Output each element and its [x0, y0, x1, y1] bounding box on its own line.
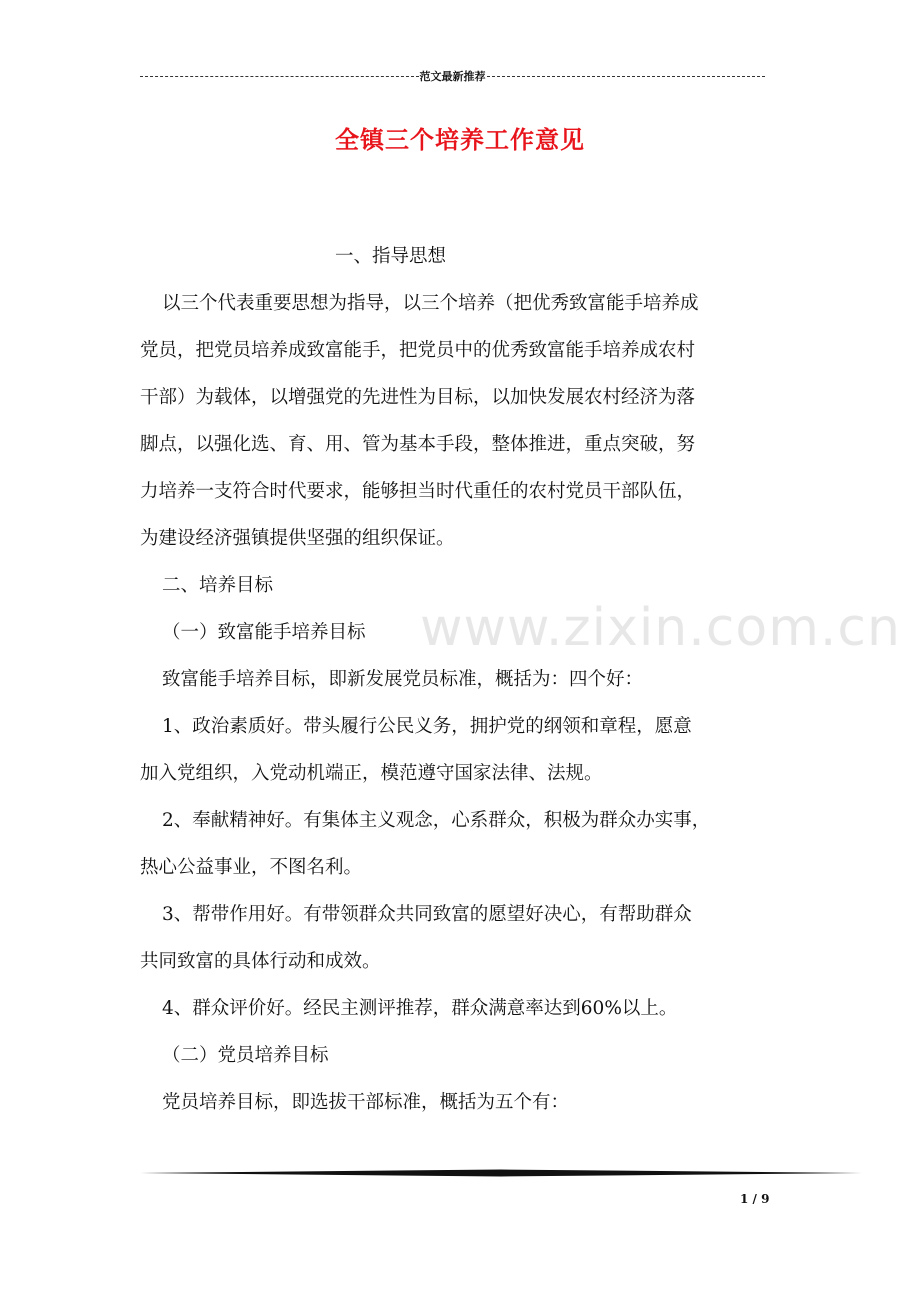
header-dashes-left — [140, 76, 419, 77]
section-heading-training-goals: 二、培养目标 — [162, 575, 274, 596]
paragraph-line: 脚点，以强化选、育、用、管为基本手段，整体推进，重点突破，努 — [140, 434, 696, 455]
page-number: 1 / 9 — [740, 1192, 770, 1206]
list-item-3-cont: 共同致富的具体行动和成效。 — [140, 951, 381, 972]
header-dashes-right — [487, 76, 766, 77]
paragraph-line: 党员培养目标，即选拔干部标准，概括为五个有： — [162, 1092, 570, 1113]
page-header — [140, 66, 765, 86]
document-title: 全镇三个培养工作意见 — [335, 125, 585, 154]
paragraph-line: 为建设经济强镇提供坚强的组织保证。 — [140, 528, 455, 549]
paragraph-line: 力培养一支符合时代要求，能够担当时代重任的农村党员干部队伍， — [140, 481, 696, 502]
list-item-1: 1、政治素质好。带头履行公民义务，拥护党的纲领和章程，愿意 — [162, 716, 692, 737]
list-item-3: 3、帮带作用好。有带领群众共同致富的愿望好决心，有帮助群众 — [162, 904, 692, 925]
list-item-2: 2、奉献精神好。有集体主义观念，心系群众，积极为群众办实事， — [162, 810, 711, 831]
header-label: 范文最新推荐 — [419, 70, 486, 83]
list-item-2-cont: 热心公益事业，不图名利。 — [140, 857, 363, 878]
section-heading-guiding-ideology: 一、指导思想 — [335, 246, 447, 267]
paragraph-line: 干部）为载体，以增强党的先进性为目标，以加快发展农村经济为落 — [140, 387, 696, 408]
paragraph-line: 以三个代表重要思想为指导，以三个培养（把优秀致富能手培养成 — [162, 293, 699, 314]
footer-rule — [140, 1168, 862, 1178]
watermark: www.zixin.com.cn — [420, 598, 901, 658]
paragraph-line: 党员，把党员培养成致富能手，把党员中的优秀致富能手培养成农村 — [140, 340, 696, 361]
subsection-heading-party-members: （二）党员培养目标 — [162, 1045, 329, 1066]
list-item-4: 4、群众评价好。经民主测评推荐，群众满意率达到60%以上。 — [162, 998, 678, 1019]
paragraph-line: 致富能手培养目标，即新发展党员标准，概括为：四个好： — [162, 669, 644, 690]
document-body — [140, 240, 782, 1124]
list-item-1-cont: 加入党组织，入党动机端正，模范遵守国家法律、法规。 — [140, 763, 603, 784]
subsection-heading-wealth-leaders: （一）致富能手培养目标 — [162, 622, 366, 643]
